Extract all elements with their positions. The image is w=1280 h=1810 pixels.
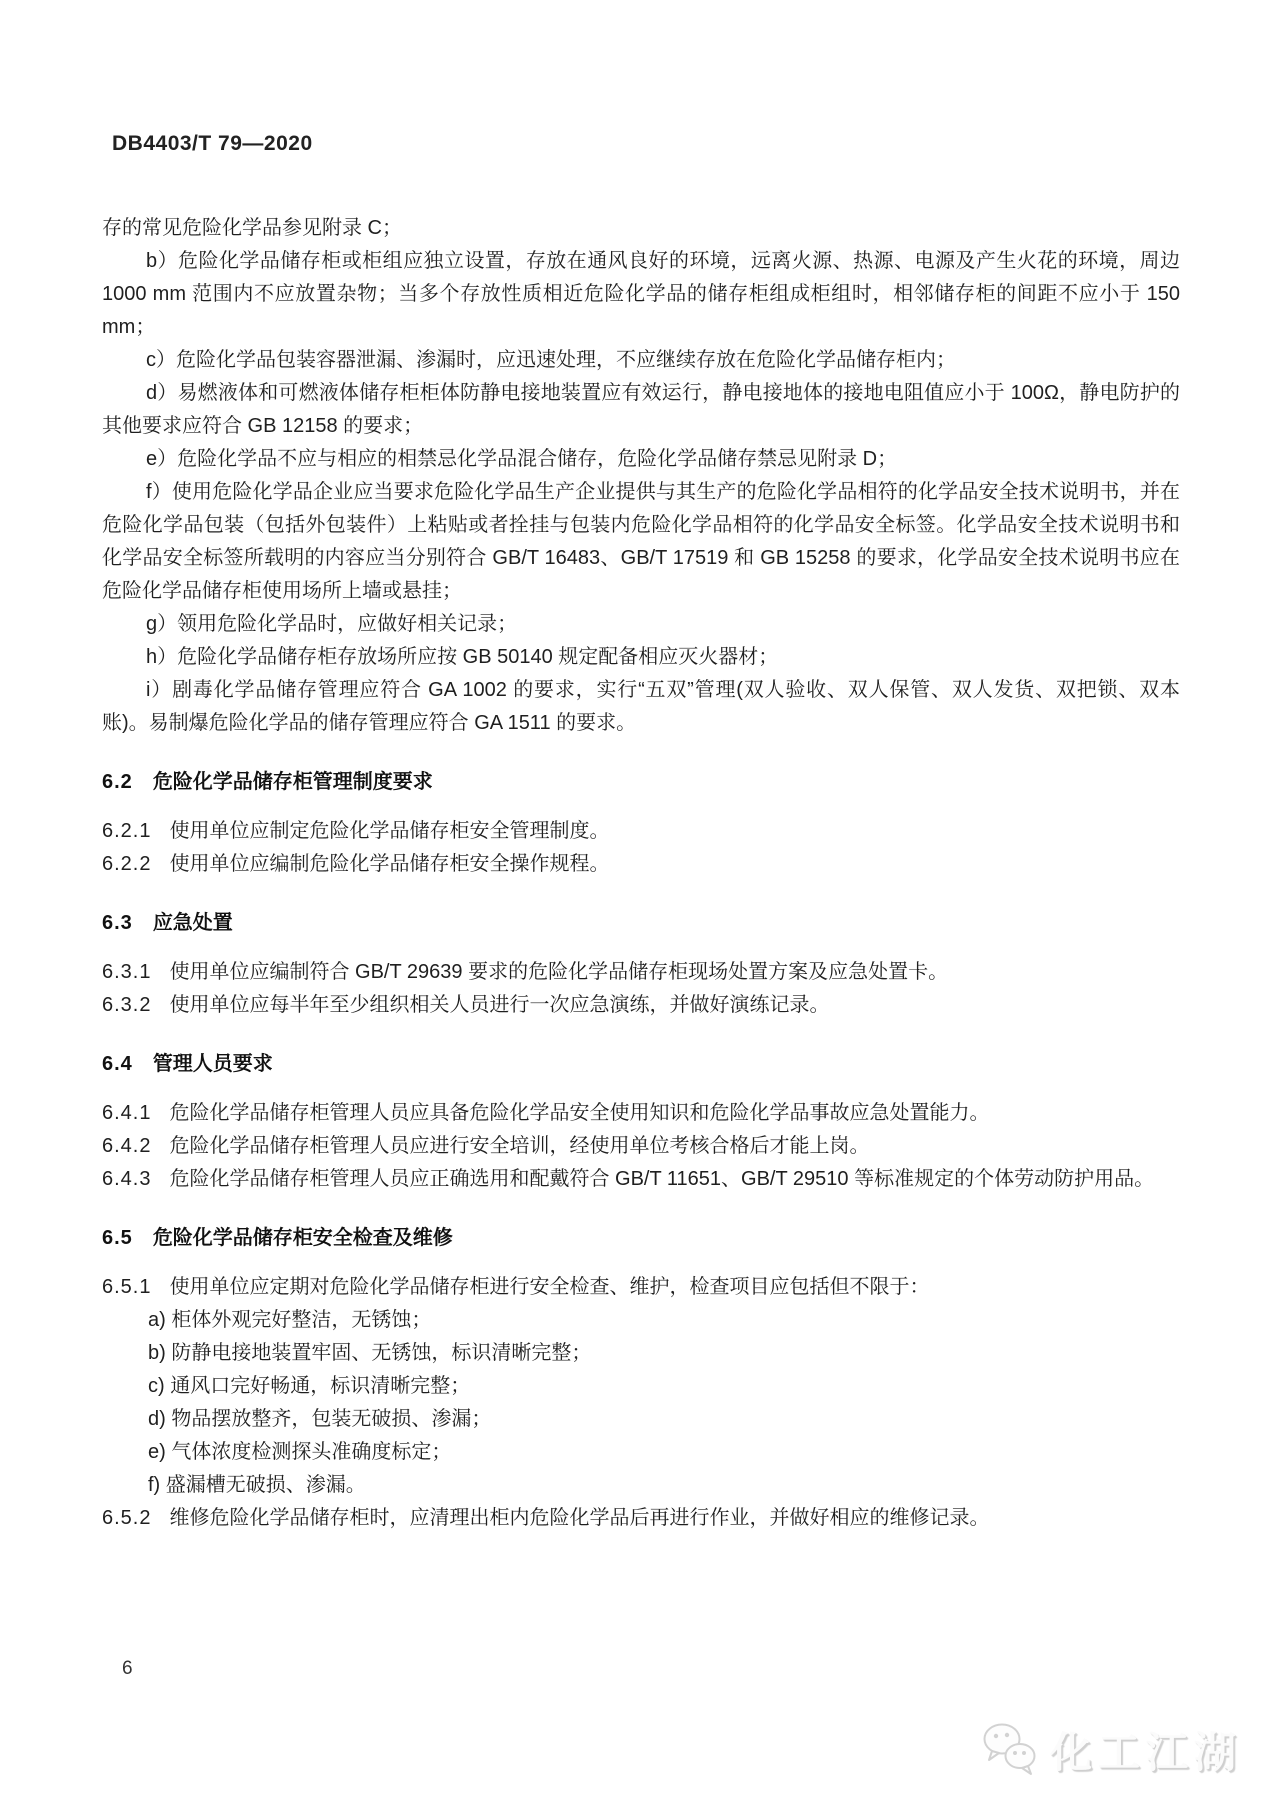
- continuation-paragraph: 存的常见危险化学品参见附录 C；: [102, 217, 402, 239]
- list-item-c: c）危险化学品包装容器泄漏、渗漏时，应迅速处理，不应继续存放在危险化学品储存柜内；: [146, 349, 956, 371]
- clause-text: 使用单位应编制符合 GB/T 29639 要求的危险化学品储存柜现场处置方案及应急处置卡。: [169, 961, 949, 983]
- clause-number: 6.2.2: [102, 853, 152, 875]
- section-heading-6-3: [102, 907, 1180, 940]
- section-title: 应急处置: [152, 912, 233, 934]
- wechat-icon: [978, 1718, 1040, 1782]
- clause-6-4-1: [102, 1097, 1180, 1130]
- section-heading-6-4: [102, 1048, 1180, 1081]
- clause-6-3-1: [102, 956, 1180, 989]
- section-title: 危险化学品储存柜安全检查及维修: [152, 1227, 453, 1249]
- clause-number: 6.4.2: [102, 1135, 152, 1157]
- clause-text: 使用单位应制定危险化学品储存柜安全管理制度。: [169, 820, 610, 842]
- clause-6-5-2: [102, 1502, 1180, 1535]
- section-heading-6-5: [102, 1222, 1180, 1255]
- list-item-f: f）使用危险化学品企业应当要求危险化学品生产企业提供与其生产的危险化学品相符的化学品安全技术说明书，并在危险化学品包装（包括外包装件）上粘贴或者拴挂与包装内危险化学品相符的化学品安全标签。化学品安全技术说明书和化学品安全标签所载明的内容应当分别符合 GB/T 16483、GB/T 17519 和 GB 15258 的要求，化学品安全技术说明书应在危险化学品储存柜使用场所上墙或悬挂；: [102, 481, 1180, 602]
- list-item-d: d）易燃液体和可燃液体储存柜柜体防静电接地装置应有效运行，静电接地体的接地电阻值应小于 100Ω，静电防护的其他要求应符合 GB 12158 的要求；: [102, 382, 1180, 437]
- clause-text: 使用单位应定期对危险化学品储存柜进行安全检查、维护，检查项目应包括但不限于：: [169, 1276, 930, 1298]
- section-number: 6.2: [102, 771, 133, 793]
- page-number: 6: [122, 1658, 133, 1679]
- clause-number: 6.5.2: [102, 1507, 152, 1529]
- clause-number: 6.3.1: [102, 961, 152, 983]
- clause-6-5-1: [102, 1271, 1180, 1304]
- document-body: [102, 212, 1180, 1535]
- checklist-item-f: f) 盛漏槽无破损、渗漏。: [148, 1474, 366, 1496]
- clause-6-2-1: [102, 815, 1180, 848]
- clause-6-2-2: [102, 848, 1180, 881]
- clause-text: 危险化学品储存柜管理人员应进行安全培训，经使用单位考核合格后才能上岗。: [169, 1135, 870, 1157]
- list-item-i: i）剧毒化学品储存管理应符合 GA 1002 的要求，实行“五双”管理(双人验收、双人保管、双人发货、双把锁、双本账)。易制爆危险化学品的储存管理应符合 GA 1511 的要求。: [102, 679, 1180, 734]
- clause-text: 使用单位应编制危险化学品储存柜安全操作规程。: [169, 853, 610, 875]
- inspection-checklist: [102, 1304, 1180, 1502]
- watermark-label: 化工江湖: [1049, 1729, 1242, 1776]
- clause-number: 6.4.1: [102, 1102, 152, 1124]
- clause-text: 危险化学品储存柜管理人员应正确选用和配戴符合 GB/T 11651、GB/T 29510 等标准规定的个体劳动防护用品。: [169, 1168, 1155, 1190]
- list-item-h: h）危险化学品储存柜存放场所应按 GB 50140 规定配备相应灭火器材；: [146, 646, 779, 668]
- checklist-item-b: b) 防静电接地装置牢固、无锈蚀，标识清晰完整；: [148, 1342, 592, 1364]
- clause-text: 危险化学品储存柜管理人员应具备危险化学品安全使用知识和危险化学品事故应急处置能力。: [169, 1102, 990, 1124]
- list-item-g: g）领用危险化学品时，应做好相关记录；: [146, 613, 518, 635]
- publisher-watermark: [978, 1718, 1242, 1782]
- clause-6-4-2: [102, 1130, 1180, 1163]
- section-heading-6-2: [102, 766, 1180, 799]
- list-item-e: e）危险化学品不应与相应的相禁忌化学品混合储存，危险化学品储存禁忌见附录 D；: [146, 448, 898, 470]
- standard-code: DB4403/T 79—2020: [112, 132, 313, 155]
- checklist-item-c: c) 通风口完好畅通，标识清晰完整；: [148, 1375, 471, 1397]
- checklist-item-e: e) 气体浓度检测探头准确度标定；: [148, 1441, 452, 1463]
- clause-number: 6.4.3: [102, 1168, 152, 1190]
- section-number: 6.4: [102, 1053, 133, 1075]
- list-item-b: b）危险化学品储存柜或柜组应独立设置，存放在通风良好的环境，远离火源、热源、电源及产生火花的环境，周边 1000 mm 范围内不应放置杂物；当多个存放性质相近危险化学品的储存柜组成柜组时，相邻储存柜的间距不应小于 150 mm；: [102, 250, 1180, 338]
- checklist-item-a: a) 柜体外观完好整洁，无锈蚀；: [148, 1309, 432, 1331]
- clause-6-4-3: [102, 1163, 1180, 1196]
- checklist-item-d: d) 物品摆放整齐，包装无破损、渗漏；: [148, 1408, 492, 1430]
- clause-number: 6.3.2: [102, 994, 152, 1016]
- section-title: 危险化学品储存柜管理制度要求: [152, 771, 433, 793]
- clause-text: 维修危险化学品储存柜时，应清理出柜内危险化学品后再进行作业，并做好相应的维修记录。: [169, 1507, 990, 1529]
- section-number: 6.5: [102, 1227, 133, 1249]
- section-title: 管理人员要求: [152, 1053, 273, 1075]
- clause-6-3-2: [102, 989, 1180, 1022]
- clause-text: 使用单位应每半年至少组织相关人员进行一次应急演练，并做好演练记录。: [169, 994, 830, 1016]
- section-number: 6.3: [102, 912, 133, 934]
- clause-number: 6.2.1: [102, 820, 152, 842]
- clause-number: 6.5.1: [102, 1276, 152, 1298]
